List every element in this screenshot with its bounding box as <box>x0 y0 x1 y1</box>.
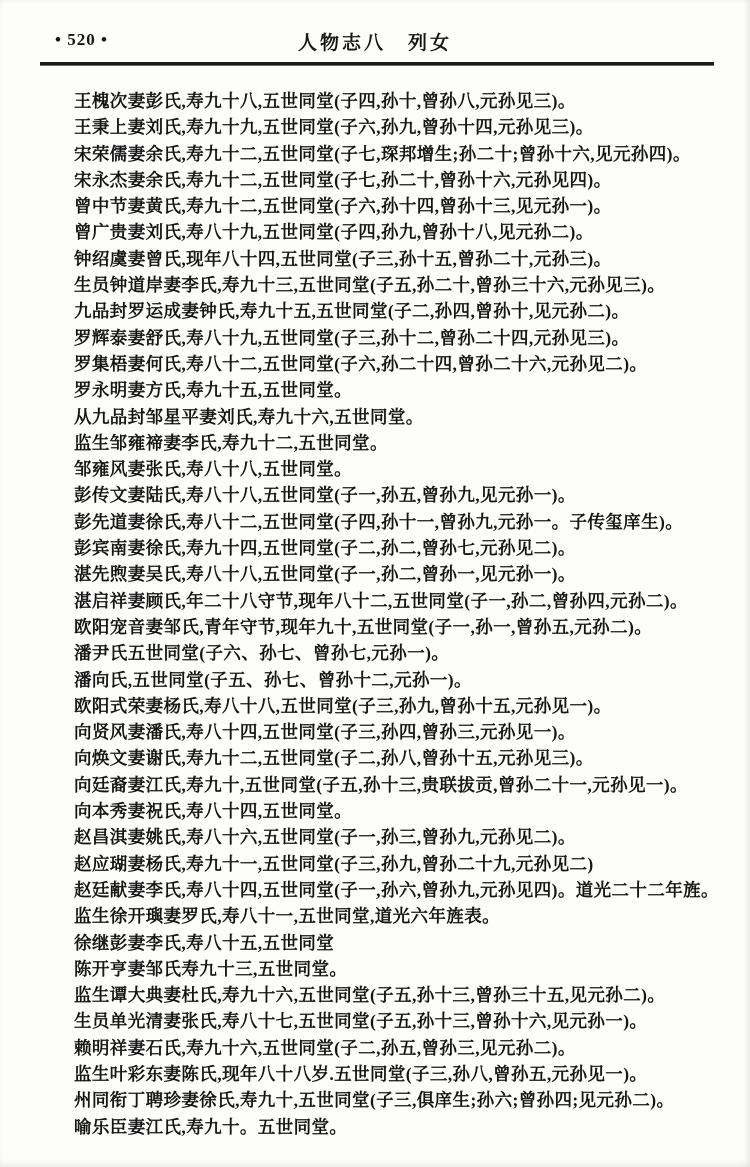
header-divider <box>40 62 714 66</box>
entry-line: 王槐次妻彭氏,寿九十八,五世同堂(子四,孙十,曾孙八,元孙见三)。 <box>74 91 576 111</box>
entry-line: 从九品封邹星平妻刘氏,寿九十六,五世同堂。 <box>74 406 424 427</box>
page-title: 人物志八 列女 <box>297 33 452 54</box>
entry-line: 生员钟道岸妻李氏,寿九十三,五世同堂(子五,孙二十,曾孙三十六,元孙见三)。 <box>74 275 666 296</box>
entry-line: 欧阳式荣妻杨氏,寿八十八,五世同堂(子三,孙九,曾孙十五,元孙见一)。 <box>74 695 612 716</box>
entry-line: 宋永杰妻余氏,寿九十二,五世同堂(子七,孙二十,曾孙十六,元孙见四)。 <box>74 169 612 190</box>
entry-line: 向焕文妻谢氏,寿九十二,五世同堂(子二,孙八,曾孙十五,元孙见三)。 <box>74 748 594 769</box>
entry-line: 喻乐臣妻江氏,寿九十。五世同堂。 <box>74 1116 348 1137</box>
entry-line: 监生邹雍禘妻李氏,寿九十二,五世同堂。 <box>74 432 388 453</box>
entry-line: 邹雍风妻张氏,寿八十八,五世同堂。 <box>74 459 353 480</box>
entry-line: 罗集梧妻何氏,寿八十二,五世同堂(子六,孙二十四,曾孙二十六,元孙见二)。 <box>74 353 648 374</box>
entry-line: 钟绍虞妻曾氏,现年八十四,五世同堂(子三,孙十五,曾孙二十,元孙三)。 <box>74 248 612 269</box>
entry-line: 州同衔丁聘珍妻徐氏,寿九十,五世同堂(子三,俱庠生;孙六;曾孙四;见元孙二)。 <box>74 1090 675 1111</box>
entry-line: 徐继彭妻李氏,寿八十五,五世同堂 <box>74 932 335 953</box>
entry-line: 潘尹氏五世同堂(子六、孙七、曾孙七,元孙一)。 <box>74 643 450 664</box>
entry-line: 赖明祥妻石氏,寿九十六,五世同堂(子二,孙五,曾孙三,见元孙二)。 <box>74 1037 576 1058</box>
entry-line: 彭宾南妻徐氏,寿九十四,五世同堂(子二,孙二,曾孙七,元孙见二)。 <box>74 538 576 559</box>
entry-line: 生员单光清妻张氏,寿八十七,五世同堂(子五,孙十三,曾孙十六,见元孙一)。 <box>74 1011 648 1032</box>
entry-line: 王秉上妻刘氏,寿九十九,五世同堂(子六,孙九,曾孙十四,元孙见三)。 <box>74 117 594 138</box>
page-number: • 520 • <box>55 30 108 49</box>
entry-line: 向廷裔妻江氏,寿九十,五世同堂(子五,孙十三,贵联拔贡,曾孙二十一,元孙见一)。 <box>74 774 688 795</box>
entry-line: 赵应瑚妻杨氏,寿九十一,五世同堂(子三,孙九,曾孙二十九,元孙见二) <box>74 853 594 874</box>
entry-line: 九品封罗运成妻钟氏,寿九十五,五世同堂(子二,孙四,曾孙十,见元孙二)。 <box>74 301 630 322</box>
entry-line: 赵廷献妻李氏,寿八十四,五世同堂(子一,孙六,曾孙九,元孙见四)。道光二十二年旌。 <box>74 879 719 900</box>
entry-line: 向贤风妻潘氏,寿八十四,五世同堂(子三,孙四,曾孙三,元孙见一)。 <box>74 722 576 743</box>
entry-list <box>74 88 730 1140</box>
entry-line: 彭传文妻陆氏,寿八十八,五世同堂(子一,孙五,曾孙九,见元孙一)。 <box>74 485 576 506</box>
page-header <box>0 0 750 62</box>
entry-line: 曾中节妻黄氏,寿九十二,五世同堂(子六,孙十四,曾孙十三,见元孙一)。 <box>74 196 612 217</box>
entry-line: 监生叶彩东妻陈氏,现年八十八岁.五世同堂(子三,孙八,曾孙五,元孙见一)。 <box>74 1063 648 1084</box>
entry-line: 监生徐开璵妻罗氏,寿八十一,五世同堂,道光六年旌表。 <box>74 906 501 927</box>
entry-line: 宋荣儒妻余氏,寿九十二,五世同堂(子七,琛邦增生;孙二十;曾孙十六,见元孙四)。 <box>74 143 691 164</box>
entry-line: 罗永明妻方氏,寿九十五,五世同堂。 <box>74 380 353 401</box>
entry-line: 监生谭大典妻杜氏,寿九十六,五世同堂(子五,孙十三,曾孙三十五,见元孙二)。 <box>74 985 666 1006</box>
entry-line: 曾广贵妻刘氏,寿八十九,五世同堂(子四,孙九,曾孙十八,见元孙二)。 <box>74 222 594 243</box>
entry-line: 湛先煦妻吴氏,寿八十八,五世同堂(子一,孙二,曾孙一,见元孙一)。 <box>74 564 576 585</box>
entry-line: 湛启祥妻顾氏,年二十八守节,现年八十二,五世同堂(子一,孙二,曾孙四,元孙二)。 <box>74 590 688 611</box>
entry-line: 彭先道妻徐氏,寿八十二,五世同堂(子四,孙十一,曾孙九,元孙一。子传玺庠生)。 <box>74 511 684 532</box>
entry-line: 潘向氏,五世同堂(子五、孙七、曾孙十二,元孙一)。 <box>74 669 472 690</box>
entry-line: 赵昌淇妻姚氏,寿八十六,五世同堂(子一,孙三,曾孙九,元孙见二)。 <box>74 827 576 848</box>
entry-line: 欧阳宠音妻邹氏,青年守节,现年九十,五世同堂(子一,孙一,曾孙五,元孙二)。 <box>74 616 653 637</box>
entry-line: 陈开亨妻邹氏寿九十三,五世同堂。 <box>74 958 348 979</box>
entry-line: 向本秀妻祝氏,寿八十四,五世同堂。 <box>74 801 353 822</box>
entry-line: 罗辉泰妻舒氏,寿八十九,五世同堂(子三,孙十二,曾孙二十四,元孙见三)。 <box>74 327 630 348</box>
